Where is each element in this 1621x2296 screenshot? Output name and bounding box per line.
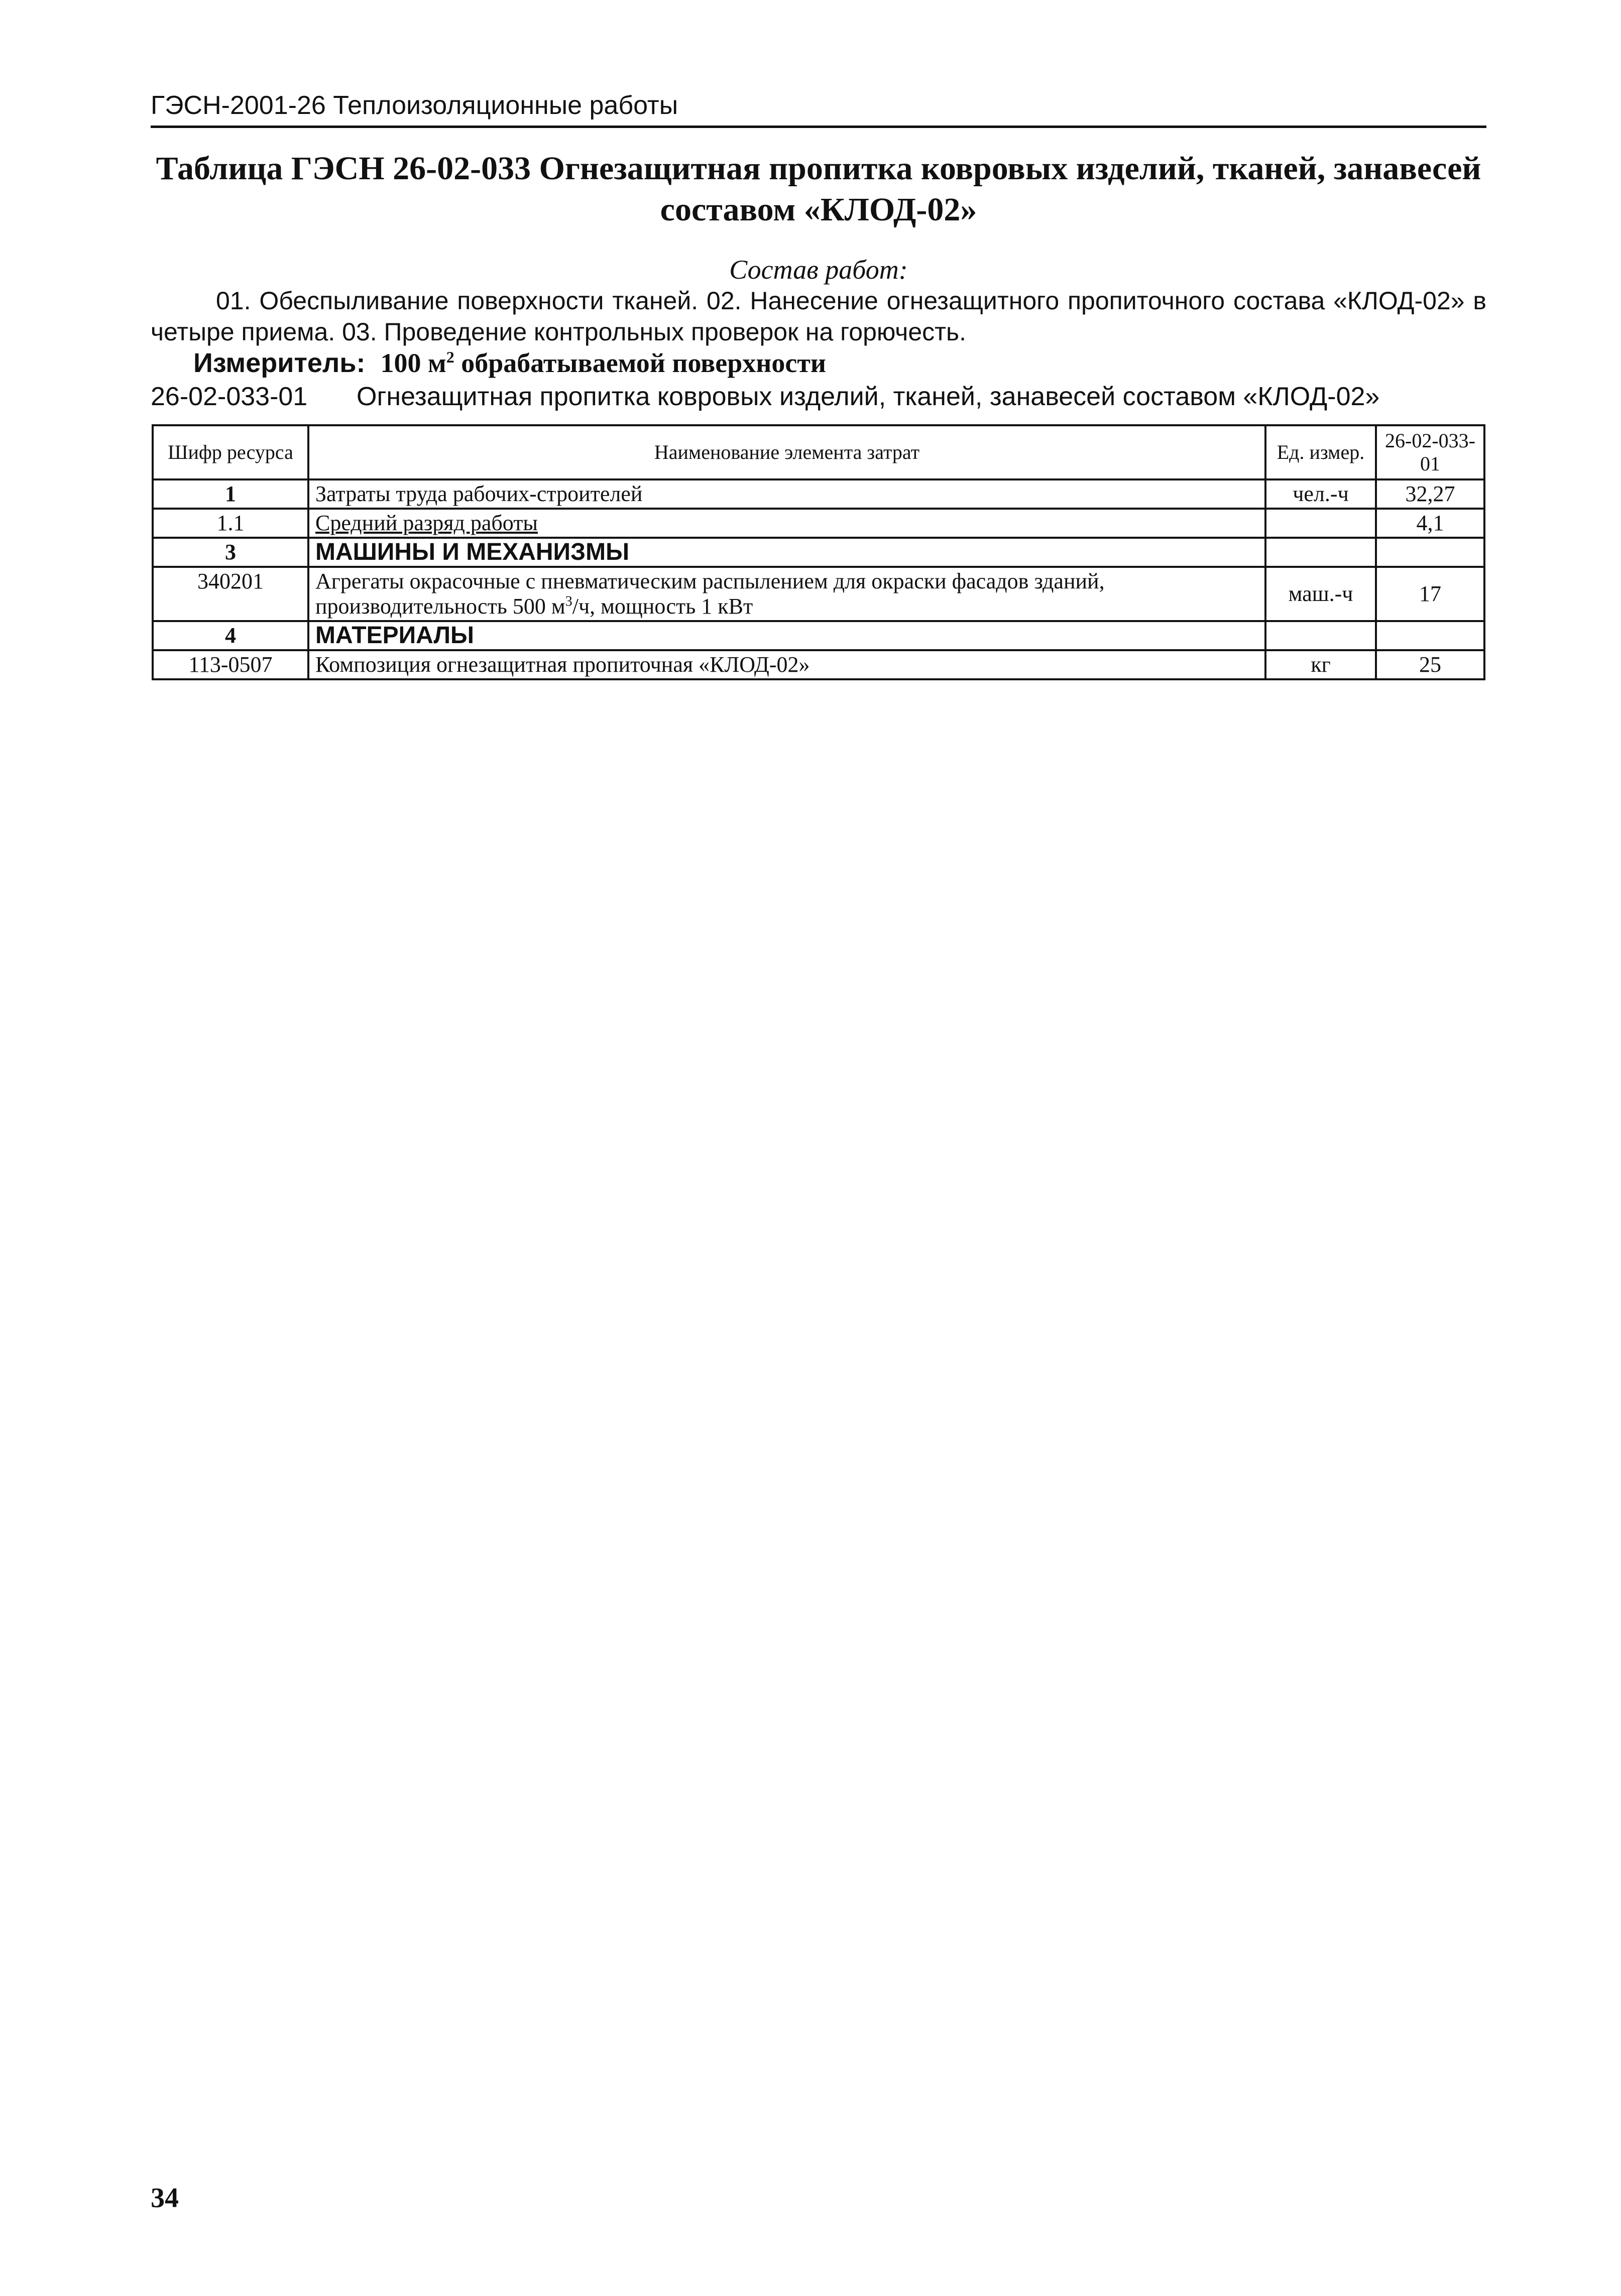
row-code: 4	[153, 621, 308, 650]
table-header-row	[153, 425, 1484, 479]
section-title-materials: МАТЕРИАЛЫ	[308, 621, 1265, 650]
row-name-part1: Агрегаты окрасочные с пневматическим распылением для окраски фасадов зданий, производительность 500 м	[315, 569, 1105, 619]
row-value	[1376, 621, 1484, 650]
header-value: 26-02-033-01	[1376, 425, 1484, 479]
table-row	[153, 621, 1484, 650]
norm-code: 26-02-033-01	[151, 382, 308, 411]
meter-value-sup: 2	[446, 348, 454, 366]
row-value	[1376, 538, 1484, 567]
resources-table	[152, 424, 1485, 680]
table-row	[153, 509, 1484, 538]
table-row	[153, 650, 1484, 679]
row-unit: маш.-ч	[1265, 567, 1376, 621]
row-name: Средний разряд работы	[308, 509, 1265, 538]
composition-heading: Состав работ:	[729, 255, 908, 285]
row-name-sup: 3	[565, 593, 572, 610]
meter-value-suffix: обрабатываемой поверхности	[454, 348, 827, 378]
row-name: Затраты труда рабочих-строителей	[308, 479, 1265, 509]
table-row	[153, 479, 1484, 509]
header-unit: Ед. измер.	[1265, 425, 1376, 479]
row-unit: чел.-ч	[1265, 479, 1376, 509]
row-value: 4,1	[1376, 509, 1484, 538]
composition-text: 01. Обеспыливание поверхности тканей. 02. Нанесение огнезащитного пропиточного состава «КЛОД-02» в четыре приема. 03. Проведение контрольных проверок на горючесть.	[151, 287, 1486, 346]
row-value: 25	[1376, 650, 1484, 679]
page-number: 34	[151, 2183, 179, 2214]
row-code: 1	[153, 479, 308, 509]
table-row	[153, 538, 1484, 567]
meter-line	[193, 346, 1486, 380]
row-name-part2: /ч, мощность 1 кВт	[572, 594, 753, 619]
header-rule	[151, 126, 1486, 128]
row-unit	[1265, 509, 1376, 538]
section-title-machines: МАШИНЫ И МЕХАНИЗМЫ	[308, 538, 1265, 567]
row-value: 32,27	[1376, 479, 1484, 509]
norm-name: Огнезащитная пропитка ковровых изделий, тканей, занавесей составом «КЛОД-02»	[357, 382, 1380, 411]
meter-value	[380, 348, 826, 378]
row-name	[308, 567, 1265, 621]
meter-label: Измеритель:	[193, 348, 366, 378]
row-code: 340201	[153, 567, 308, 621]
norm-line	[151, 381, 1486, 413]
row-code: 113-0507	[153, 650, 308, 679]
table-row	[153, 567, 1484, 621]
row-unit	[1265, 538, 1376, 567]
header-code: Шифр ресурса	[153, 425, 308, 479]
row-unit: кг	[1265, 650, 1376, 679]
table-title: Таблица ГЭСН 26-02-033 Огнезащитная пропитка ковровых изделий, тканей, занавесей составом «КЛОД-02»	[156, 150, 1481, 228]
header-name: Наименование элемента затрат	[308, 425, 1265, 479]
row-unit	[1265, 621, 1376, 650]
meter-value-prefix: 100 м	[380, 348, 446, 378]
row-name: Композиция огнезащитная пропиточная «КЛОД-02»	[308, 650, 1265, 679]
row-value: 17	[1376, 567, 1484, 621]
row-code: 3	[153, 538, 308, 567]
row-code: 1.1	[153, 509, 308, 538]
running-header: ГЭСН-2001-26 Теплоизоляционные работы	[151, 91, 678, 120]
